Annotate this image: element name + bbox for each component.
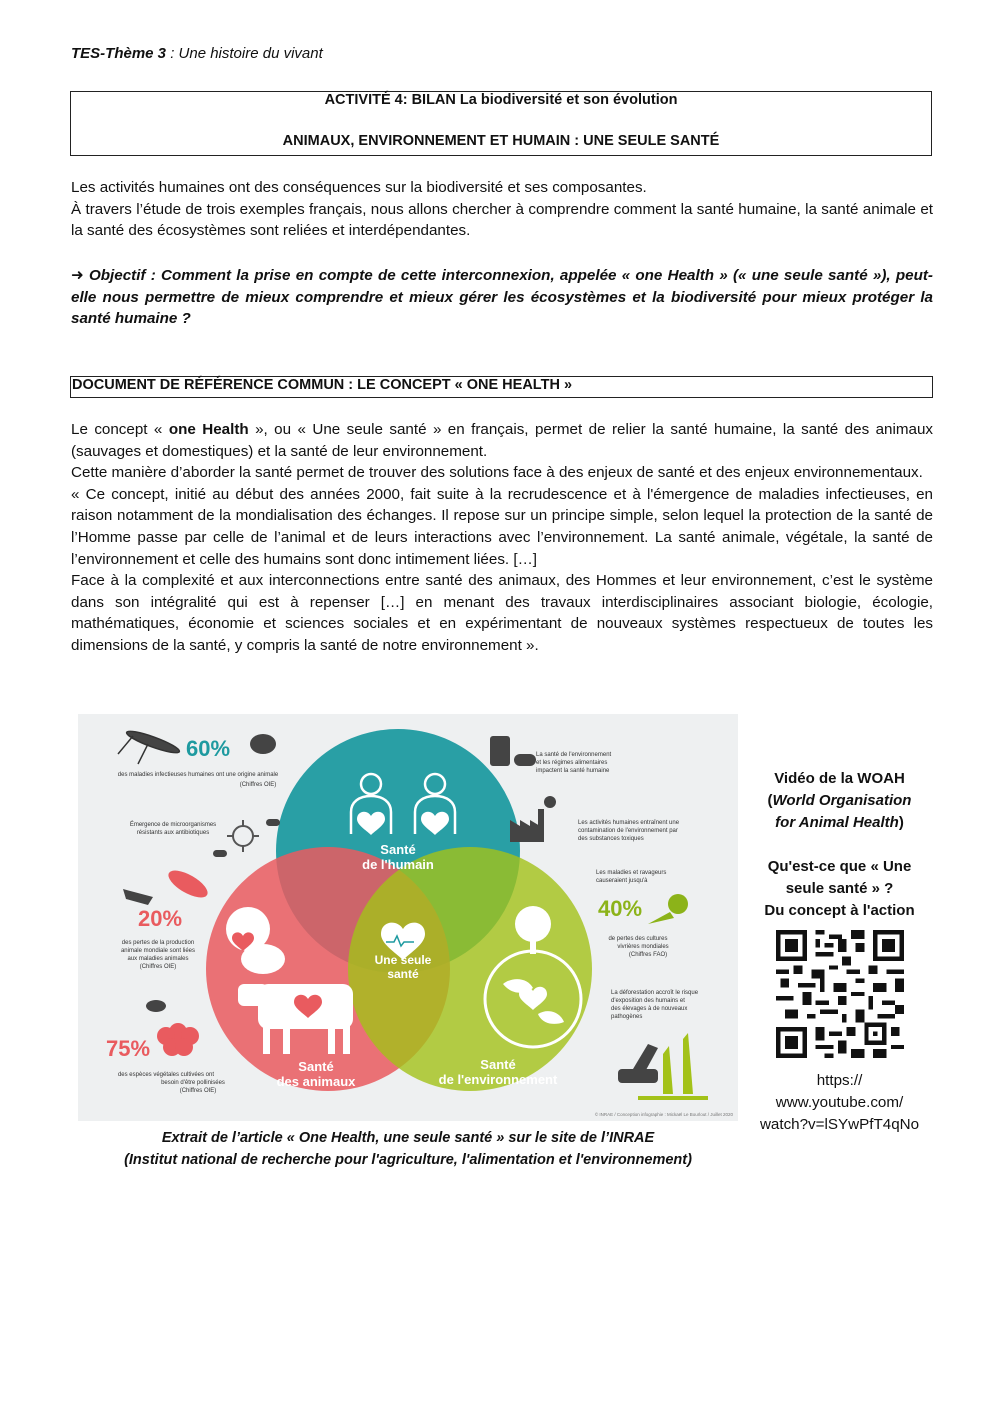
- factory-icon: [510, 796, 556, 842]
- woah-fullname-1: (World Organisation: [767, 792, 912, 809]
- flower-icon: [157, 1023, 199, 1056]
- activity-title: ACTIVITÉ 4: BILAN La biodiversité et son évolution: [324, 92, 678, 108]
- stat20-text-2: animale mondiale sont liées: [120, 948, 196, 954]
- video-question-2: seule santé » ?: [785, 880, 894, 897]
- ref-p1-bold: one Health: [168, 421, 249, 438]
- fast-food-icon: [490, 736, 536, 766]
- stat60-text-2: (Chiffres OIE): [239, 782, 277, 788]
- deforest-text-2: d'exposition des humains et: [611, 998, 685, 1004]
- circle-env: [348, 847, 592, 1091]
- reference-paragraph-1: [71, 419, 933, 462]
- stat-75: 75%: [106, 1036, 151, 1061]
- header-theme: TES-Thème 3: [71, 45, 167, 62]
- ref-p1-end: », ou « Une seule santé » en français, permet de relier la santé humaine, la santé des animaux (sauvages et domestiques) et la santé de leur environnement.: [71, 421, 933, 460]
- stat-60: 60%: [186, 736, 231, 761]
- animals-label-2: des animaux: [276, 1074, 356, 1089]
- page-header: [71, 45, 323, 62]
- reference-paragraph-3: « Ce concept, initié au début des années 2000, fait suite à la recrudescence et à l'émergence de maladies infectieuses, en raison notamment de la mondialisation des échanges. Il repose sur un principe simple, selon lequel la protection de la santé de l’Homme passe par celle de l’animal et de leurs interactions avec l’environnement. La santé animale, végétale, la santé de l’environnement et celle des humains sont donc intimement liées. […]: [71, 485, 933, 568]
- tree-stumps-icon: [638, 1033, 708, 1100]
- human-label-1: Santé: [380, 842, 416, 857]
- url-line-3[interactable]: watch?v=lSYwPfT4qNo: [759, 1116, 920, 1133]
- caption-line-1: Extrait de l’article « One Health, une seule santé » sur le site de l’INRAE: [161, 1130, 655, 1146]
- stat-20: 20%: [138, 906, 183, 931]
- stat40-text-3: (Chiffres FAO): [628, 952, 668, 958]
- pests-text-1: Les maladies et ravageurs: [596, 870, 667, 876]
- animals-label-1: Santé: [298, 1059, 334, 1074]
- pests-text-2: causeraient jusqu'à: [596, 878, 648, 884]
- stat60-text-1: des maladies infectieuses humaines ont une origine animale: [117, 772, 279, 778]
- env-label-1: Santé: [480, 1057, 516, 1072]
- industry-text-3: des substances toxiques: [578, 836, 644, 842]
- mosquito-icon: [118, 728, 181, 764]
- food-text-2: et les régimes alimentaires: [536, 760, 608, 766]
- url-line-1[interactable]: https://: [816, 1072, 863, 1089]
- intro-paragraph-1: Les activités humaines ont des conséquences sur la biodiversité et ses composantes.: [71, 179, 647, 196]
- center-label-2: santé: [387, 967, 419, 981]
- video-info: [752, 768, 927, 922]
- stat40-text-1: de pertes des cultures: [608, 936, 668, 942]
- deforest-text-4: pathogènes: [611, 1014, 643, 1020]
- reference-paragraph-4: Face à la complexité et aux interconnections entre santé des animaux, des Hommes et leur environnement, c’est le système dans son intégralité qui est à repenser […] en menant des travaux interdisciplinaires associant biologie, écologie, mathématiques, économie et sciences sociales et en expérimentant de nouveaux systèmes respectueux de toutes les dimensions de la santé, y compris la santé de notre environnement ».: [71, 572, 933, 654]
- microbes-text-2: résistants aux antibiotiques: [136, 830, 210, 836]
- food-text-1: La santé de l'environnement: [536, 752, 612, 758]
- tick-icon: [250, 734, 276, 754]
- woah-name-part-1: World Organisation: [772, 792, 912, 809]
- reference-heading: DOCUMENT DE RÉFÉRENCE COMMUN : LE CONCEPT « ONE HEALTH »: [70, 376, 933, 398]
- human-label-2: de l'humain: [362, 857, 434, 872]
- stat20-text-4: (Chiffres OIE): [139, 964, 177, 970]
- activity-subtitle: ANIMAUX, ENVIRONNEMENT ET HUMAIN : UNE SEULE SANTÉ: [282, 133, 720, 149]
- pill-icon: [213, 819, 280, 857]
- infographic-caption: [78, 1127, 738, 1171]
- bee-icon: [146, 1000, 166, 1012]
- woah-fullname-2: for Animal Health): [775, 814, 904, 831]
- stat20-text-3: aux maladies animales: [127, 956, 189, 962]
- title-box: [70, 91, 932, 156]
- virus-icon: [227, 820, 259, 852]
- industry-text-2: contamination de l'environnement par: [578, 828, 678, 834]
- reference-paragraph-2: Cette manière d’aborder la santé permet de trouver des solutions face à des enjeux de santé et des enjeux environnementaux.: [71, 464, 923, 482]
- woah-name-part-2: for Animal Health: [775, 814, 899, 831]
- excavator-icon: [618, 1044, 658, 1083]
- intro-text: [71, 177, 933, 242]
- deforest-text-3: des élevages à de nouveaux: [611, 1006, 688, 1012]
- ref-p1-start: Le concept «: [71, 421, 169, 438]
- stat75-text-3: (Chiffres OIE): [179, 1088, 217, 1094]
- microbes-text-1: Émergence de microorganismes: [129, 822, 217, 828]
- video-url[interactable]: [752, 1070, 927, 1136]
- fish-icon: [164, 865, 211, 903]
- boat-icon: [123, 889, 153, 905]
- infographic-credit: © INRAE / Conception infographie : Mickaël Le Bourlout / Juillet 2020: [594, 1112, 733, 1117]
- stat20-text-1: des pertes de la production: [121, 940, 195, 946]
- video-title: Vidéo de la WOAH: [774, 770, 905, 787]
- stat75-text-1: des espèces végétales cultivées ont: [117, 1072, 215, 1078]
- intro-paragraph-2: À travers l’étude de trois exemples français, nous allons chercher à comprendre comment la santé humaine, la santé animale et la santé des écosystèmes sont reliées et interdépendantes.: [71, 200, 933, 240]
- url-line-2[interactable]: www.youtube.com/: [775, 1094, 904, 1111]
- qr-code-icon[interactable]: [776, 930, 904, 1058]
- food-text-3: impactent la santé humaine: [536, 768, 610, 774]
- deforest-text-1: La déforestation accroît le risque: [611, 990, 699, 996]
- reference-text: [71, 419, 933, 657]
- header-subtitle: : Une histoire du vivant: [166, 45, 323, 62]
- stat-40: 40%: [598, 896, 643, 921]
- center-label-1: Une seule: [374, 953, 432, 967]
- vegetables-icon: [648, 894, 688, 924]
- caption-line-2: (Institut national de recherche pour l'agriculture, l'alimentation et l'environnement): [124, 1152, 692, 1168]
- env-label-2: de l'environnement: [438, 1072, 558, 1087]
- video-question-3: Du concept à l'action: [764, 902, 915, 919]
- objective: ➜ Objectif : Comment la prise en compte de cette interconnexion, appelée « one Health » (« une seule santé »), peut-elle nous permettre de mieux comprendre et mieux gérer les écosystèmes et la biodiversité pour mieux protéger la santé humaine ?: [71, 267, 933, 328]
- stat75-text-2: besoin d'être pollinisées: [161, 1080, 225, 1086]
- one-health-infographic: [78, 714, 738, 1121]
- industry-text-1: Les activités humaines entraînent une: [578, 820, 680, 826]
- stat40-text-2: vivrières mondiales: [617, 944, 669, 950]
- video-question-1: Qu'est-ce que « Une: [767, 858, 912, 875]
